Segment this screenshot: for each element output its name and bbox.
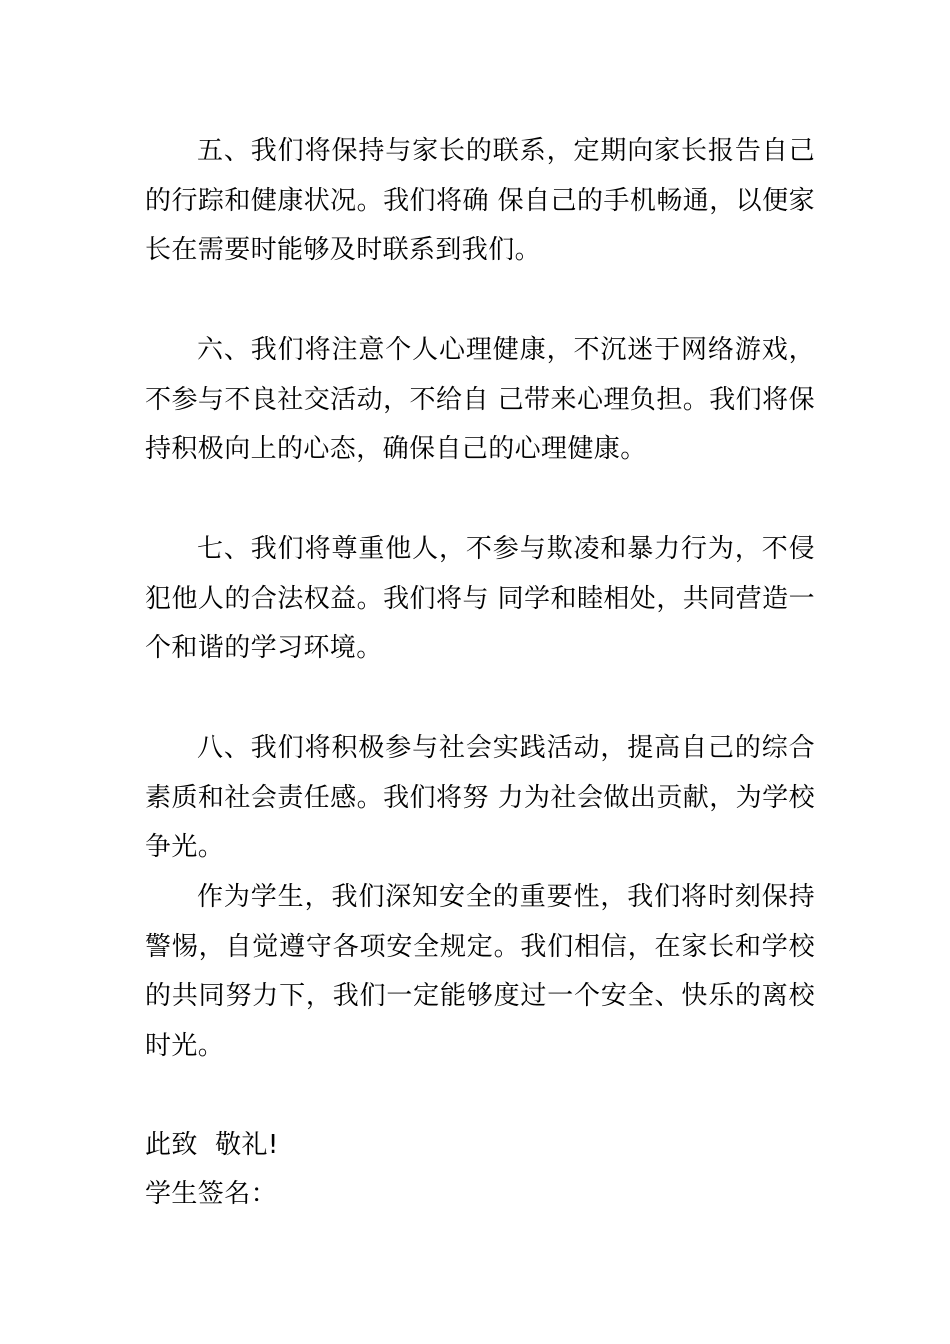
signature-label: 学生签名： — [145, 1179, 278, 1209]
paragraph-item-8: 八、我们将积极参与社会实践活动，提高自己的综合素质和社会责任感。我们将努 力为社会做出贡献，为学校争光。 — [145, 733, 815, 862]
salutation: 此致 敬礼! — [145, 1130, 279, 1160]
paragraph-item-7: 七、我们将尊重他人，不参与欺凌和暴力行为，不侵犯他人的合法权益。我们将与 同学和睦相处，共同营造一个和谐的学习环境。 — [145, 534, 815, 663]
paragraph-item-5: 五、我们将保持与家长的联系，定期向家长报告自己的行踪和健康状况。我们将确 保自己的手机畅通，以便家长在需要时能够及时联系到我们。 — [145, 136, 815, 265]
paragraph-item-6: 六、我们将注意个人心理健康，不沉迷于网络游戏，不参与不良社交活动，不给自 己带来心理负担。我们将保持积极向上的心态，确保自己的心理健康。 — [145, 335, 815, 464]
paragraph-conclusion: 作为学生，我们深知安全的重要性，我们将时刻保持警惕，自觉遵守各项安全规定。我们相信，在家长和学校的共同努力下，我们一定能够度过一个安全、快乐的离校时光。 — [145, 882, 815, 1061]
